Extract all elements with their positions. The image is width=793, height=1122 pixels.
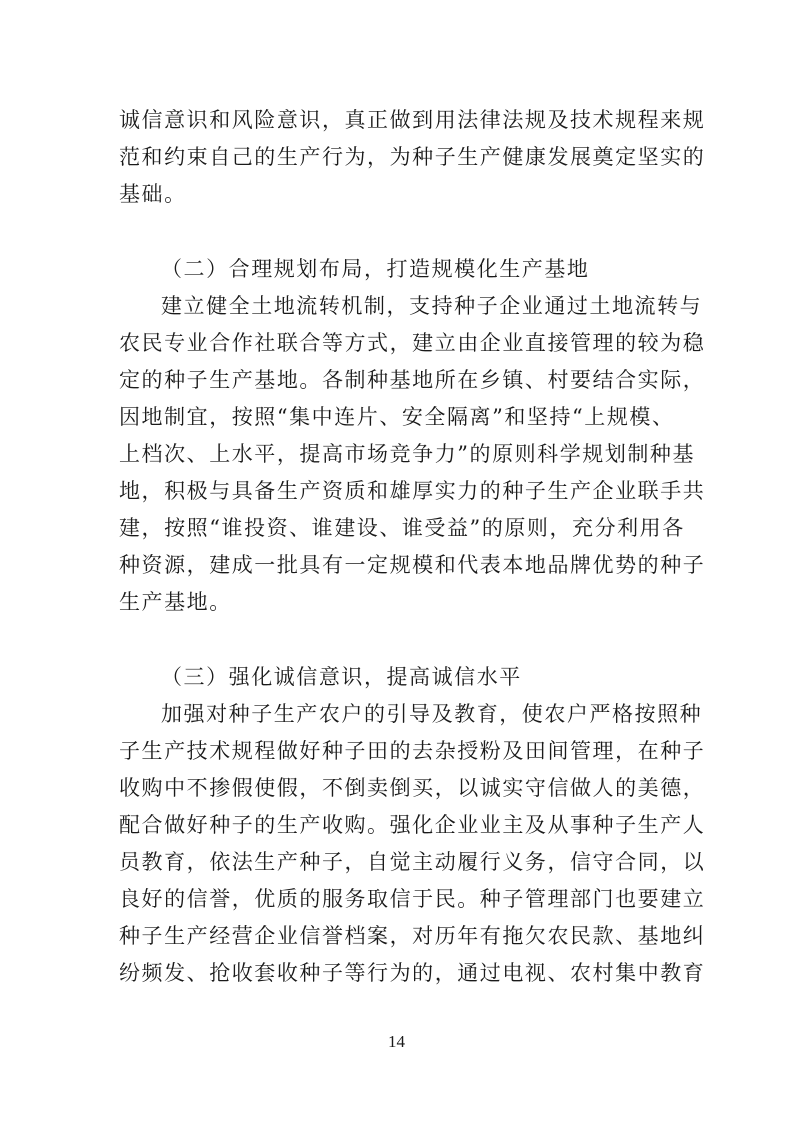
- body-text-line: 诚信意识和风险意识，真正做到用法律法规及技术规程来规: [119, 108, 706, 132]
- page-number: 14: [388, 1032, 405, 1051]
- section-heading: （二）合理规划布局，打造规模化生产基地: [161, 257, 590, 281]
- body-text-line: 因地制宜，按照“集中连片、安全隔离”和坚持“上规模、: [119, 405, 675, 429]
- body-text-line: 上档次、上水平，提高市场竞争力”的原则科学规划制种基: [119, 442, 696, 466]
- body-text-line: 生产基地。: [119, 590, 232, 614]
- body-text-line: 种资源，建成一批具有一定规模和代表本地品牌优势的种子: [119, 553, 706, 577]
- body-text-line: 建，按照“谁投资、谁建设、谁受益”的原则，充分利用各: [119, 516, 685, 540]
- body-text-line: 农民专业合作社联合等方式，建立由企业直接管理的较为稳: [119, 331, 706, 355]
- body-text-line: 加强对种子生产农户的引导及教育，使农户严格按照种: [161, 702, 703, 726]
- body-text-line: 子生产技术规程做好种子田的去杂授粉及田间管理，在种子: [119, 739, 706, 763]
- body-text-line: 基础。: [119, 182, 187, 206]
- section-heading: （三）强化诚信意识，提高诚信水平: [161, 665, 522, 689]
- body-text-line: 配合做好种子的生产收购。强化企业业主及从事种子生产人: [119, 813, 706, 837]
- body-text-line: 收购中不掺假使假，不倒卖倒买，以诚实守信做人的美德，: [119, 776, 706, 800]
- body-text-line: 地，积极与具备生产资质和雄厚实力的种子生产企业联手共: [119, 479, 706, 503]
- body-text-line: 员教育，依法生产种子，自觉主动履行义务，信守合同，以: [119, 850, 706, 874]
- body-text-line: 范和约束自己的生产行为，为种子生产健康发展奠定坚实的: [119, 145, 706, 169]
- body-text-line: 建立健全土地流转机制，支持种子企业通过土地流转与: [161, 294, 703, 318]
- body-text-line: 定的种子生产基地。各制种基地所在乡镇、村要结合实际，: [119, 368, 706, 392]
- body-text-line: 种子生产经营企业信誉档案，对历年有拖欠农民款、基地纠: [119, 924, 706, 948]
- body-text-line: 纷频发、抢收套收种子等行为的，通过电视、农村集中教育: [119, 961, 706, 985]
- body-text-line: 良好的信誉，优质的服务取信于民。种子管理部门也要建立: [119, 887, 706, 911]
